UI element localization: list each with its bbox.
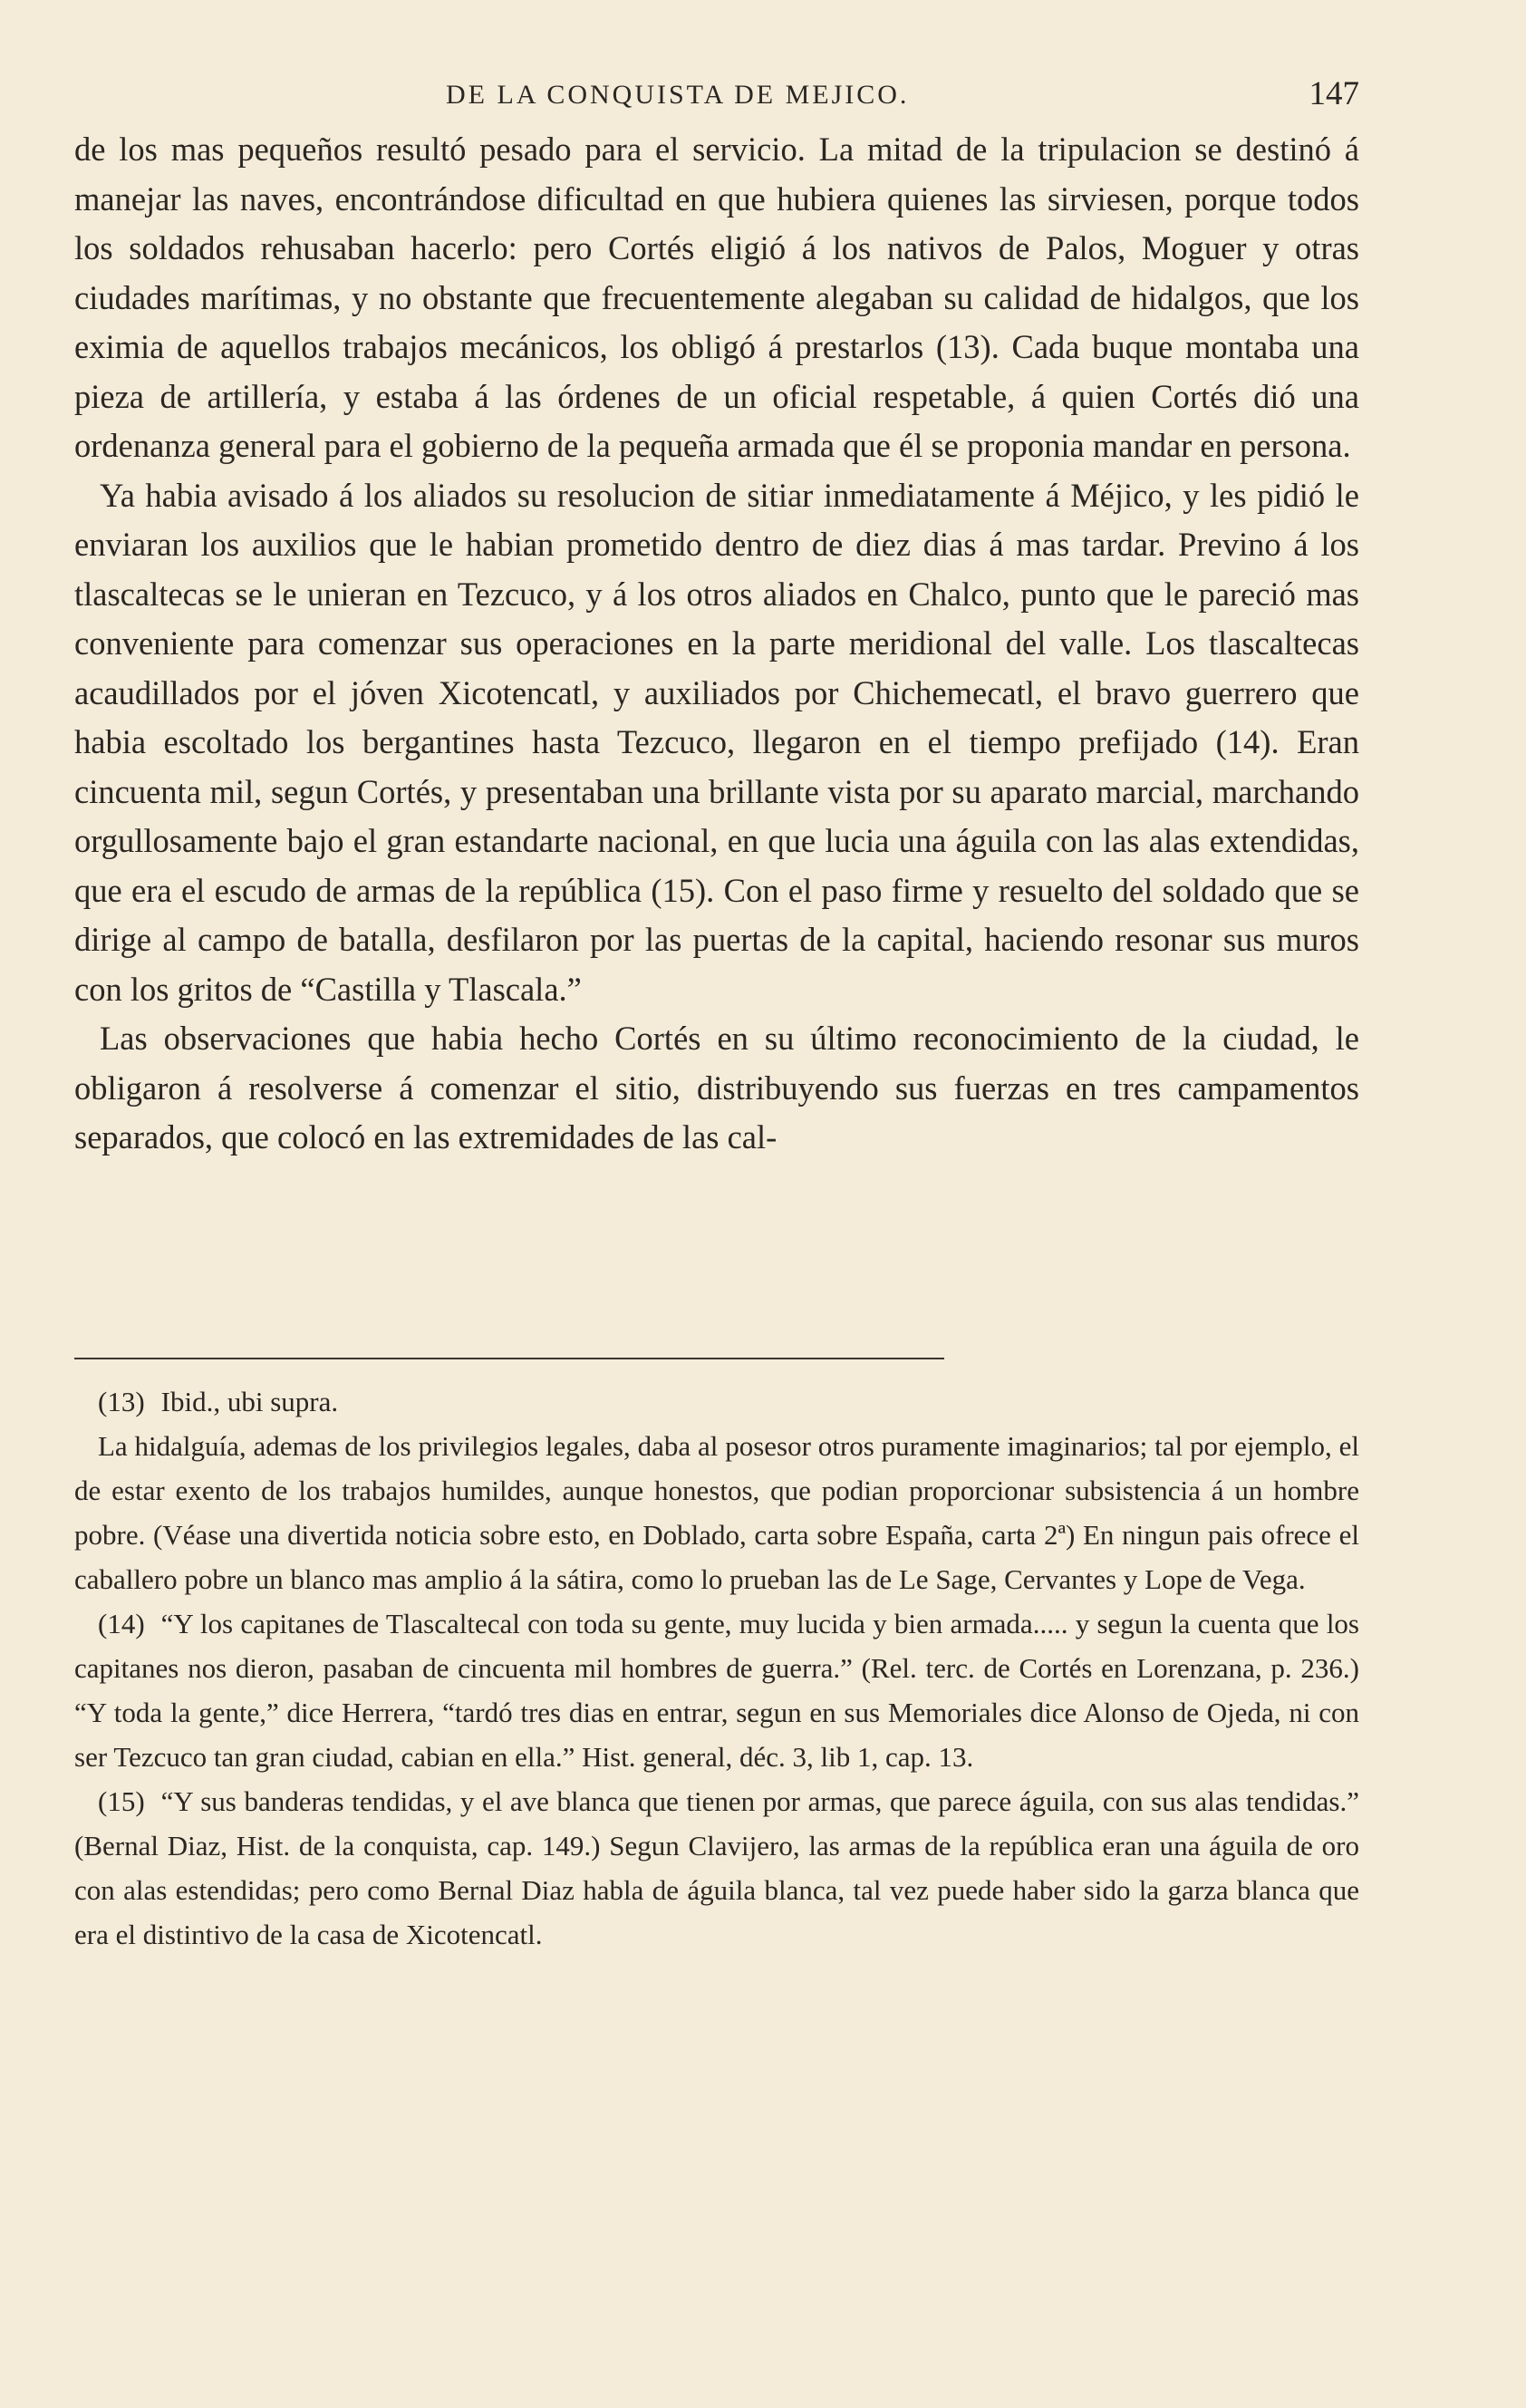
footnote-label: (13) xyxy=(98,1386,145,1417)
footnote-ref-text: Ibid., ubi supra. xyxy=(160,1386,339,1417)
footnote-label: (15) xyxy=(98,1785,145,1817)
paragraph: de los mas pequeños resultó pesado para el servicio. La mitad de la tripulacion se destinó á manejar las naves, encontrándose dificultad en que hubiera quienes las sirviesen, porque todos los soldados rehusaban hacerlo: pero Cortés eligió á los nativos de Palos, Moguer y otras ciudades marítimas, y no obstante que frecuentemente alegaban su calidad de hidalgos, que los eximia de aquellos trabajos mecánicos, los obligó á prestarlos (13). Cada buque montaba una pieza de artillería, y estaba á las órdenes de un oficial respetable, á quien Cortés dió una ordenanza general para el gobierno de la pequeña armada que él se proponia mandar en persona. xyxy=(74,131,1359,464)
footnote-text: “Y sus banderas tendidas, y el ave blanca que tienen por armas, que parece águila, con sus alas tendidas.” (Bernal Diaz, Hist. de la conquista, cap. 149.) Segun Clavijero, las armas de la república eran una águila de oro con alas estendidas; pero como Bernal Diaz habla de águila blanca, tal vez puede haber sido la garza blanca que era el distintivo de la casa de Xicotencatl. xyxy=(74,1785,1359,1950)
footnote-13-text: La hidalguía, ademas de los privilegios legales, daba al posesor otros puramente imaginarios; tal por ejemplo, el de estar exento de los trabajos humildes, aunque honestos, que podian proporcionar subsistencia á un hombre pobre. (Véase una divertida noticia sobre esto, en Doblado, carta sobre España, carta 2ª) En ningun pais ofrece el caballero pobre un blanco mas amplio á la sátira, como lo prueban las de Le Sage, Cervantes y Lope de Vega. xyxy=(74,1430,1359,1595)
footnote-text: “Y los capitanes de Tlascaltecal con toda su gente, muy lucida y bien armada..... y segun la cuenta que los capitanes nos dieron, pasaban de cincuenta mil hombres de guerra.” (Rel. terc. de Cortés en Lorenzana, p. 236.) “Y toda la gente,” dice Herrera, “tardó tres dias en entrar, segun en sus Memoriales dice Alonso de Ojeda, ni con ser Tezcuco tan gran ciudad, cabian en ella.” Hist. general, déc. 3, lib 1, cap. 13. xyxy=(74,1608,1359,1773)
footnote-divider xyxy=(74,1358,944,1359)
running-head xyxy=(74,74,1359,120)
footnote-13-ref xyxy=(74,1379,1359,1424)
footnotes xyxy=(74,1379,1359,1957)
paragraph: Las observaciones que habia hecho Cortés en su último reconocimiento de la ciudad, le obligaron á resolverse á comenzar el sitio, distribuyendo sus fuerzas en tres campamentos separados, que colocó en las extremidades de las cal- xyxy=(74,1020,1359,1156)
running-title: DE LA CONQUISTA DE MEJICO. xyxy=(446,80,910,110)
footnote-15 xyxy=(74,1779,1359,1957)
main-text xyxy=(74,125,1359,1163)
paragraph: Ya habia avisado á los aliados su resolucion de sitiar inmediatamente á Méjico, y les pidió le enviaran los auxilios que le habian prometido dentro de diez dias á mas tardar. Previno á los tlascaltecas se le unieran en Tezcuco, y á los otros aliados en Chalco, punto que le pareció mas conveniente para comenzar sus operaciones en la parte meridional del valle. Los tlascaltecas acaudillados por el jóven Xicotencatl, y auxiliados por Chichemecatl, el bravo guerrero que habia escoltado los bergantines hasta Tezcuco, llegaron en el tiempo prefijado (14). Eran cincuenta mil, segun Cortés, y presentaban una brillante vista por su aparato marcial, marchando orgullosamente bajo el gran estandarte nacional, en que lucia una águila con las alas extendidas, que era el escudo de armas de la república (15). Con el paso firme y resuelto del soldado que se dirige al campo de batalla, desfilaron por las puertas de la capital, haciendo resonar sus muros con los gritos de “Castilla y Tlascala.” xyxy=(74,476,1359,1008)
footnote-14 xyxy=(74,1601,1359,1779)
footnote-label: (14) xyxy=(98,1608,145,1639)
page-number: 147 xyxy=(1309,75,1359,112)
